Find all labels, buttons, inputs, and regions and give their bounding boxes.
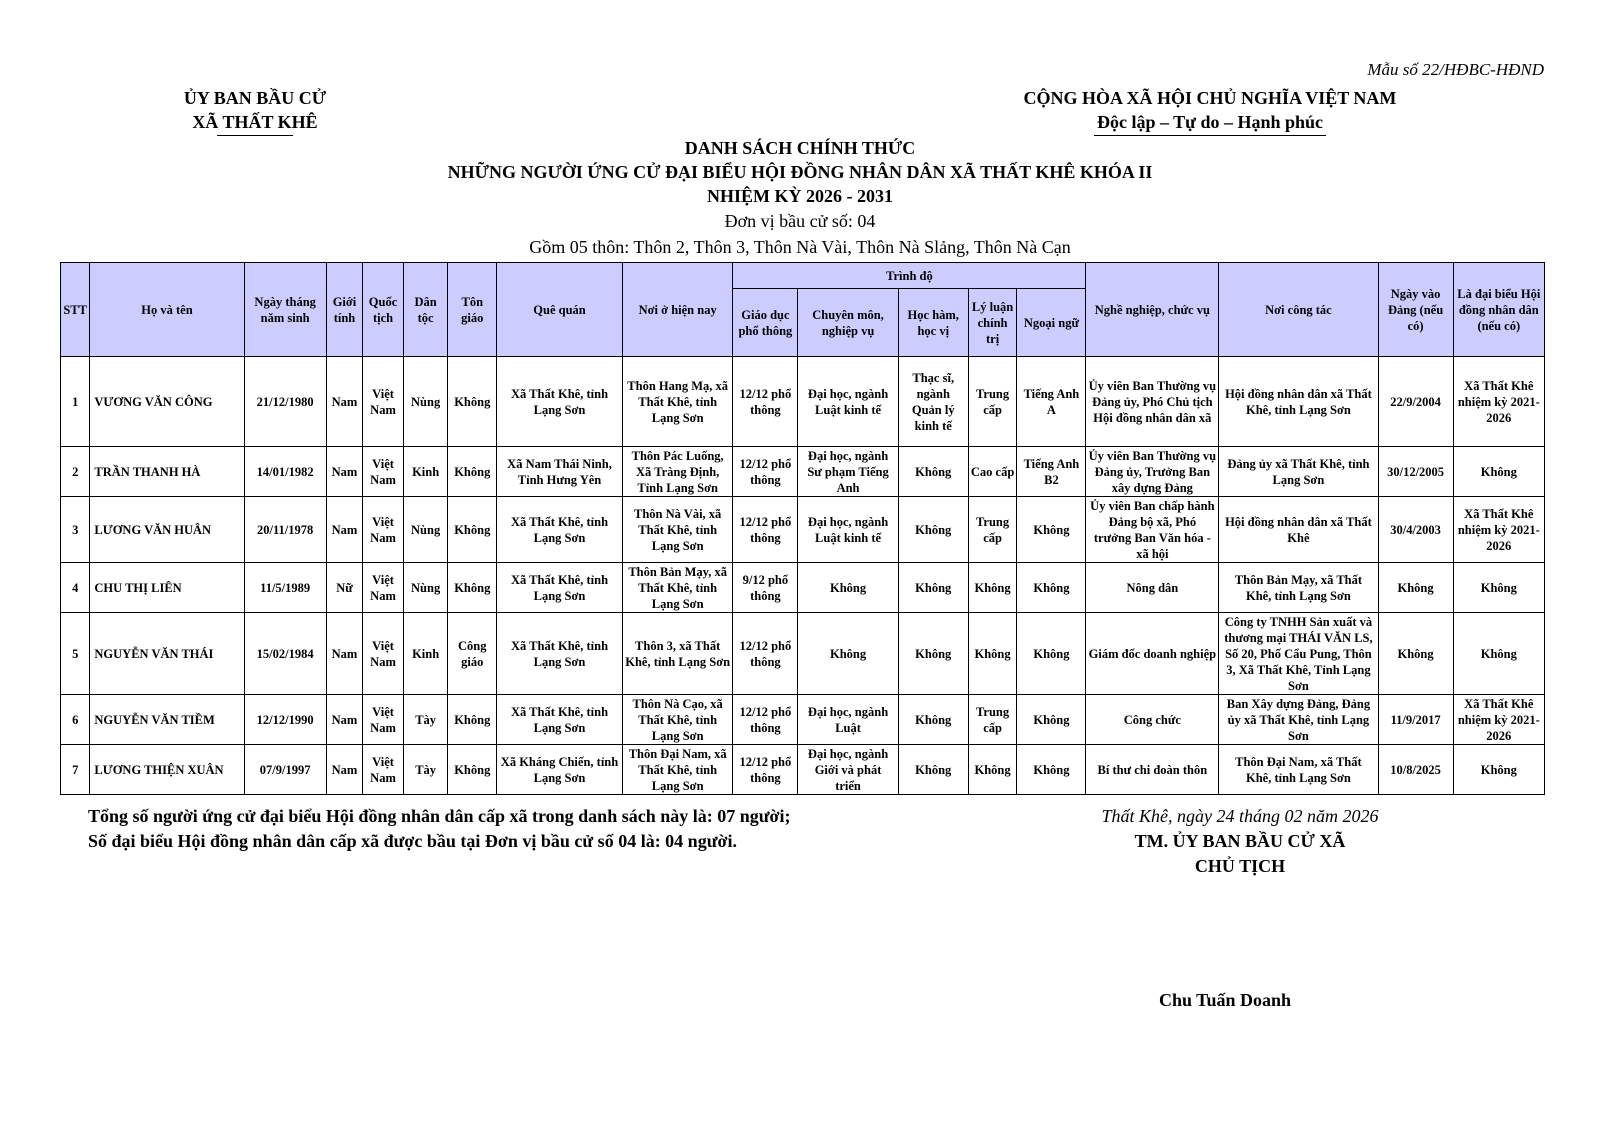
cell-hometown: Xã Thất Khê, tỉnh Lạng Sơn: [497, 497, 623, 563]
table-row: [61, 695, 1545, 745]
cell-party-date: 30/4/2003: [1378, 497, 1453, 563]
candidate-table: [60, 262, 1545, 795]
summary: [88, 804, 968, 854]
cell-delegate: Không: [1453, 447, 1544, 497]
sign-org: TM. ỦY BAN BẦU CỬ XÃ: [1134, 831, 1346, 851]
table-row: [61, 745, 1545, 795]
cell-political: Không: [968, 745, 1017, 795]
cell-specialty: Đại học, ngành Luật: [798, 695, 898, 745]
cell-academic: Không: [898, 613, 968, 695]
cell-delegate: Không: [1453, 563, 1544, 613]
cell-workplace: Thôn Bản Mạy, xã Thất Khê, tỉnh Lạng Sơn: [1219, 563, 1378, 613]
header-political: Lý luận chính trị: [968, 289, 1017, 357]
national-header: [1000, 86, 1420, 136]
cell-party-date: 22/9/2004: [1378, 357, 1453, 447]
cell-specialty: Không: [798, 613, 898, 695]
cell-language: Không: [1017, 745, 1086, 795]
cell-political: Trung cấp: [968, 497, 1017, 563]
header-name: Họ và tên: [90, 263, 244, 357]
cell-party-date: 30/12/2005: [1378, 447, 1453, 497]
cell-specialty: Đại học, ngành Sư phạm Tiếng Anh: [798, 447, 898, 497]
cell-hometown: Xã Thất Khê, tỉnh Lạng Sơn: [497, 613, 623, 695]
table-row: [61, 497, 1545, 563]
cell-nationality: Việt Nam: [363, 695, 404, 745]
cell-residence: Thôn Đại Nam, xã Thất Khê, tỉnh Lạng Sơn: [622, 745, 733, 795]
cell-education: 12/12 phổ thông: [733, 613, 798, 695]
header-stt: STT: [61, 263, 90, 357]
cell-residence: Thôn Nà Vài, xã Thất Khê, tỉnh Lạng Sơn: [622, 497, 733, 563]
cell-political: Không: [968, 563, 1017, 613]
cell-occupation: Ủy viên Ban chấp hành Đảng bộ xã, Phó trưởng Ban Văn hóa - xã hội: [1086, 497, 1219, 563]
total-candidates: Tổng số người ứng cử đại biểu Hội đồng nhân dân cấp xã trong danh sách này là: 07 người;: [88, 806, 791, 826]
cell-dob: 14/01/1982: [244, 447, 326, 497]
cell-occupation: Nông dân: [1086, 563, 1219, 613]
cell-education: 12/12 phổ thông: [733, 497, 798, 563]
sign-role: CHỦ TỊCH: [1194, 856, 1286, 876]
cell-language: Không: [1017, 497, 1086, 563]
cell-residence: Thôn Hang Mạ, xã Thất Khê, tỉnh Lạng Sơn: [622, 357, 733, 447]
cell-stt: 4: [61, 563, 90, 613]
cell-education: 12/12 phổ thông: [733, 695, 798, 745]
header-specialty: Chuyên môn, nghiệp vụ: [798, 289, 898, 357]
cell-ethnicity: Kinh: [403, 613, 448, 695]
cell-occupation: Ủy viên Ban Thường vụ Đảng ủy, Trưởng Ban xây dựng Đảng: [1086, 447, 1219, 497]
cell-nationality: Việt Nam: [363, 497, 404, 563]
cell-stt: 3: [61, 497, 90, 563]
cell-gender: Nam: [326, 695, 363, 745]
cell-hometown: Xã Thất Khê, tỉnh Lạng Sơn: [497, 357, 623, 447]
header-academic: Học hàm, học vị: [898, 289, 968, 357]
header-nationality: Quốc tịch: [363, 263, 404, 357]
cell-delegate: Không: [1453, 745, 1544, 795]
cell-gender: Nam: [326, 497, 363, 563]
cell-academic: Không: [898, 497, 968, 563]
cell-workplace: Thôn Đại Nam, xã Thất Khê, tỉnh Lạng Sơn: [1219, 745, 1378, 795]
villages-list: Gồm 05 thôn: Thôn 2, Thôn 3, Thôn Nà Vài, Thôn Nà Slảng, Thôn Nà Cạn: [529, 237, 1071, 257]
cell-political: Trung cấp: [968, 695, 1017, 745]
cell-education: 12/12 phổ thông: [733, 357, 798, 447]
header-residence: Nơi ở hiện nay: [622, 263, 733, 357]
cell-workplace: Hội đồng nhân dân xã Thất Khê, tỉnh Lạng Sơn: [1219, 357, 1378, 447]
cell-hometown: Xã Nam Thái Ninh, Tỉnh Hưng Yên: [497, 447, 623, 497]
cell-academic: Không: [898, 695, 968, 745]
header-party-date: Ngày vào Đảng (nếu có): [1378, 263, 1453, 357]
signer-name: Chu Tuấn Doanh: [1158, 990, 1292, 1010]
seats-count: Số đại biểu Hội đồng nhân dân cấp xã được bầu tại Đơn vị bầu cử số 04 là: 04 người.: [88, 831, 737, 851]
cell-party-date: Không: [1378, 563, 1453, 613]
cell-religion: Không: [448, 745, 497, 795]
cell-dob: 07/9/1997: [244, 745, 326, 795]
table-row: [61, 563, 1545, 613]
cell-workplace: Đảng ủy xã Thất Khê, tỉnh Lạng Sơn: [1219, 447, 1378, 497]
cell-residence: Thôn Nà Cạo, xã Thất Khê, tỉnh Lạng Sơn: [622, 695, 733, 745]
cell-name: VƯƠNG VĂN CÔNG: [90, 357, 244, 447]
cell-language: Tiếng Anh B2: [1017, 447, 1086, 497]
cell-specialty: Đại học, ngành Giới và phát triển: [798, 745, 898, 795]
title-line-1: DANH SÁCH CHÍNH THỨC: [684, 138, 916, 158]
header-gender: Giới tính: [326, 263, 363, 357]
commune-name: XÃ THẤT KHÊ: [192, 112, 318, 132]
cell-stt: 2: [61, 447, 90, 497]
cell-gender: Nam: [326, 613, 363, 695]
country-name: CỘNG HÒA XÃ HỘI CHỦ NGHĨA VIỆT NAM: [1023, 88, 1397, 108]
cell-education: 12/12 phổ thông: [733, 447, 798, 497]
committee-header: [140, 86, 370, 136]
cell-workplace: Công ty TNHH Sản xuất và thương mại THÁI VĂN LS, Số 20, Phố Cẩu Pung, Thôn 3, Xã Thất Khê, Tỉnh Lạng Sơn: [1219, 613, 1378, 695]
cell-academic: Không: [898, 447, 968, 497]
header-hometown: Quê quán: [497, 263, 623, 357]
cell-political: Trung cấp: [968, 357, 1017, 447]
cell-dob: 12/12/1990: [244, 695, 326, 745]
title-line-2: NHỮNG NGƯỜI ỨNG CỬ ĐẠI BIỂU HỘI ĐỒNG NHÂN DÂN XÃ THẤT KHÊ KHÓA II: [447, 162, 1153, 182]
header-delegate: Là đại biểu Hội đồng nhân dân (nếu có): [1453, 263, 1544, 357]
title-line-3: NHIỆM KỲ 2026 - 2031: [707, 186, 893, 206]
cell-name: NGUYỄN VĂN THÁI: [90, 613, 244, 695]
cell-name: LƯƠNG THIỆN XUÂN: [90, 745, 244, 795]
election-unit: Đơn vị bầu cử số: 04: [724, 211, 876, 231]
cell-name: NGUYỄN VĂN TIỀM: [90, 695, 244, 745]
cell-occupation: Ủy viên Ban Thường vụ Đảng ủy, Phó Chủ tịch Hội đồng nhân dân xã: [1086, 357, 1219, 447]
cell-specialty: Không: [798, 563, 898, 613]
cell-religion: Không: [448, 497, 497, 563]
cell-religion: Không: [448, 357, 497, 447]
cell-residence: Thôn Pác Luống, Xã Tràng Định, Tỉnh Lạng Sơn: [622, 447, 733, 497]
cell-specialty: Đại học, ngành Luật kinh tế: [798, 497, 898, 563]
cell-religion: Không: [448, 695, 497, 745]
cell-party-date: Không: [1378, 613, 1453, 695]
cell-nationality: Việt Nam: [363, 613, 404, 695]
sign-date: Thất Khê, ngày 24 tháng 02 năm 2026: [1101, 806, 1379, 826]
cell-ethnicity: Nùng: [403, 563, 448, 613]
cell-gender: Nam: [326, 745, 363, 795]
header-trinh-do: Trình độ: [733, 263, 1086, 289]
cell-delegate: Xã Thất Khê nhiệm kỳ 2021-2026: [1453, 497, 1544, 563]
cell-academic: Không: [898, 563, 968, 613]
cell-dob: 21/12/1980: [244, 357, 326, 447]
cell-workplace: Ban Xây dựng Đảng, Đảng ủy xã Thất Khê, tỉnh Lạng Sơn: [1219, 695, 1378, 745]
header-education: Giáo dục phổ thông: [733, 289, 798, 357]
cell-language: Không: [1017, 563, 1086, 613]
cell-delegate: Không: [1453, 613, 1544, 695]
cell-education: 9/12 phổ thông: [733, 563, 798, 613]
cell-specialty: Đại học, ngành Luật kinh tế: [798, 357, 898, 447]
cell-political: Cao cấp: [968, 447, 1017, 497]
cell-hometown: Xã Kháng Chiến, tỉnh Lạng Sơn: [497, 745, 623, 795]
cell-gender: Nam: [326, 447, 363, 497]
cell-dob: 15/02/1984: [244, 613, 326, 695]
cell-name: LƯƠNG VĂN HUÂN: [90, 497, 244, 563]
header-ethnicity: Dân tộc: [403, 263, 448, 357]
cell-stt: 7: [61, 745, 90, 795]
cell-workplace: Hội đồng nhân dân xã Thất Khê: [1219, 497, 1378, 563]
table-row: [61, 357, 1545, 447]
header-underline: [217, 135, 293, 136]
cell-stt: 6: [61, 695, 90, 745]
cell-nationality: Việt Nam: [363, 447, 404, 497]
table-row: [61, 613, 1545, 695]
cell-academic: Không: [898, 745, 968, 795]
cell-religion: Công giáo: [448, 613, 497, 695]
country-motto: Độc lập – Tự do – Hạnh phúc: [1096, 112, 1324, 132]
header-dob: Ngày tháng năm sinh: [244, 263, 326, 357]
cell-hometown: Xã Thất Khê, tỉnh Lạng Sơn: [497, 695, 623, 745]
cell-name: CHU THỊ LIÊN: [90, 563, 244, 613]
cell-dob: 20/11/1978: [244, 497, 326, 563]
cell-stt: 1: [61, 357, 90, 447]
cell-name: TRẦN THANH HÀ: [90, 447, 244, 497]
cell-nationality: Việt Nam: [363, 745, 404, 795]
cell-ethnicity: Nùng: [403, 357, 448, 447]
cell-residence: Thôn Bản Mạy, xã Thất Khê, tỉnh Lạng Sơn: [622, 563, 733, 613]
table-row: [61, 447, 1545, 497]
cell-dob: 11/5/1989: [244, 563, 326, 613]
cell-language: Không: [1017, 613, 1086, 695]
cell-gender: Nam: [326, 357, 363, 447]
cell-political: Không: [968, 613, 1017, 695]
header-workplace: Nơi công tác: [1219, 263, 1378, 357]
cell-language: Tiếng Anh A: [1017, 357, 1086, 447]
cell-occupation: Giám đốc doanh nghiệp: [1086, 613, 1219, 695]
header-religion: Tôn giáo: [448, 263, 497, 357]
cell-religion: Không: [448, 563, 497, 613]
cell-stt: 5: [61, 613, 90, 695]
cell-ethnicity: Tày: [403, 745, 448, 795]
cell-language: Không: [1017, 695, 1086, 745]
cell-residence: Thôn 3, xã Thất Khê, tỉnh Lạng Sơn: [622, 613, 733, 695]
cell-ethnicity: Nùng: [403, 497, 448, 563]
cell-academic: Thạc sĩ, ngành Quản lý kinh tế: [898, 357, 968, 447]
cell-delegate: Xã Thất Khê nhiệm kỳ 2021-2026: [1453, 695, 1544, 745]
cell-nationality: Việt Nam: [363, 563, 404, 613]
document-title: [350, 136, 1250, 260]
cell-nationality: Việt Nam: [363, 357, 404, 447]
cell-hometown: Xã Thất Khê, tỉnh Lạng Sơn: [497, 563, 623, 613]
cell-religion: Không: [448, 447, 497, 497]
signature-block: [1040, 804, 1440, 879]
header-language: Ngoại ngữ: [1017, 289, 1086, 357]
cell-gender: Nữ: [326, 563, 363, 613]
cell-party-date: 10/8/2025: [1378, 745, 1453, 795]
cell-education: 12/12 phổ thông: [733, 745, 798, 795]
cell-occupation: Công chức: [1086, 695, 1219, 745]
header-occupation: Nghề nghiệp, chức vụ: [1086, 263, 1219, 357]
cell-party-date: 11/9/2017: [1378, 695, 1453, 745]
committee-name: ỦY BAN BẦU CỬ: [183, 88, 327, 108]
cell-delegate: Xã Thất Khê nhiệm kỳ 2021-2026: [1453, 357, 1544, 447]
form-code: Mẫu số 22/HĐBC-HĐND: [1367, 60, 1544, 79]
cell-ethnicity: Kinh: [403, 447, 448, 497]
cell-ethnicity: Tày: [403, 695, 448, 745]
cell-occupation: Bí thư chi đoàn thôn: [1086, 745, 1219, 795]
